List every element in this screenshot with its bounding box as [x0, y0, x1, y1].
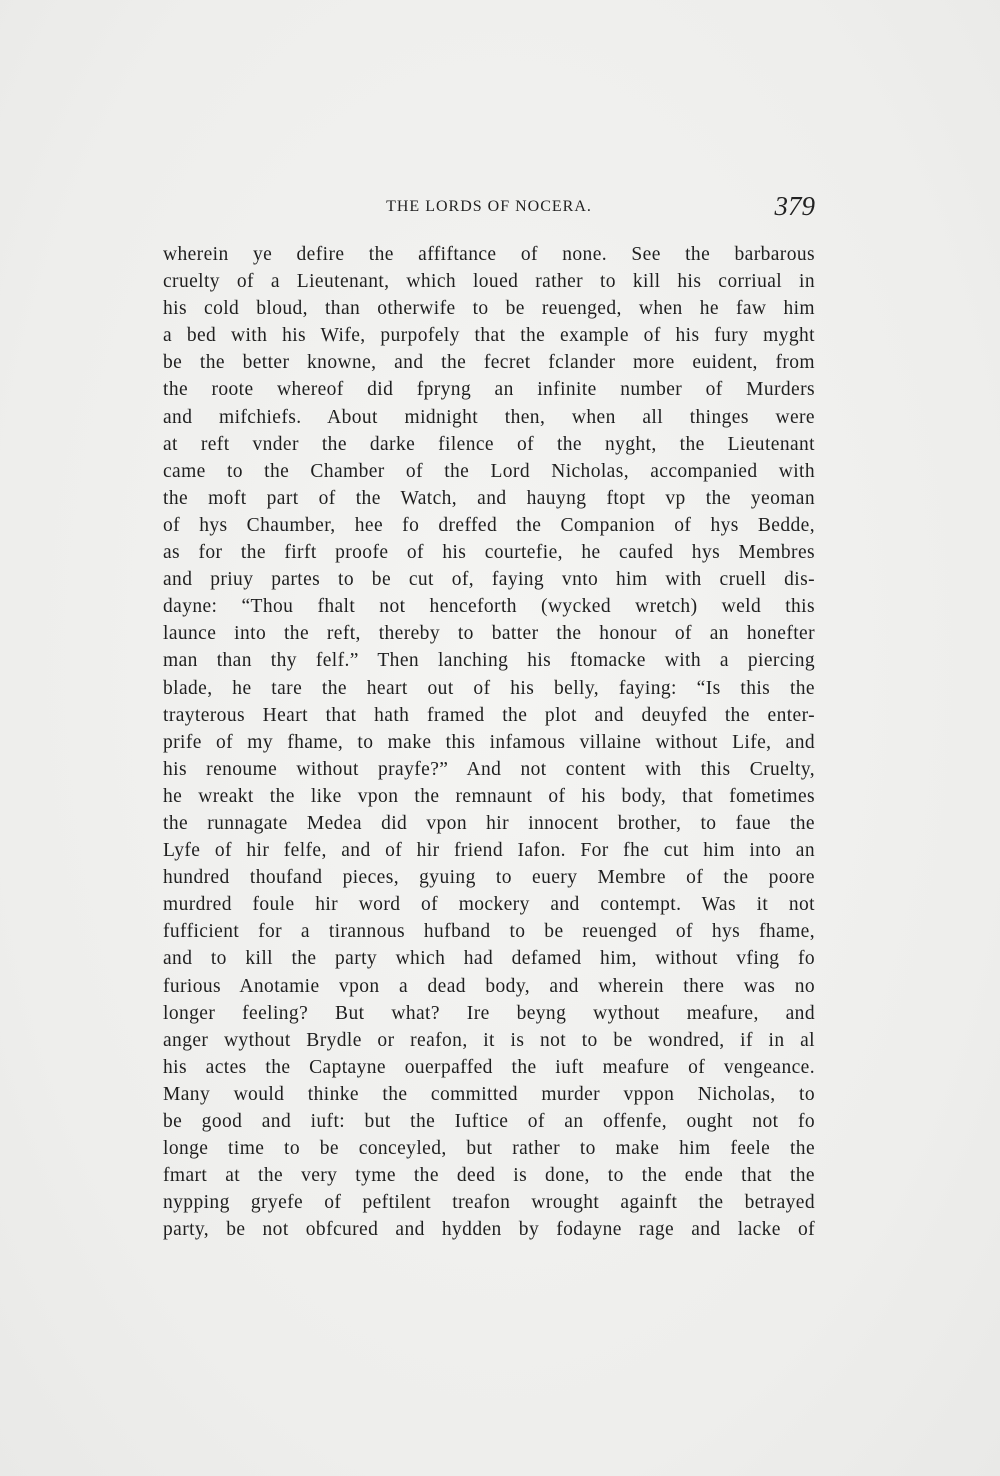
text-line: came to the Chamber of the Lord Nicholas, accompanied with [163, 460, 815, 482]
text-line: be good and iuft: but the Iuftice of an offenfe, ought not fo [163, 1111, 815, 1132]
text-line: he wreakt the like vpon the remnaunt of his body, that fometimes [163, 785, 815, 807]
text-line: launce into the reft, thereby to batter the honour of an honefter [163, 623, 815, 645]
text-line: and mifchiefs. About midnight then, when all thinges were [163, 406, 815, 428]
text-line: his actes the Captayne ouerpaffed the iuft meafure of vengeance. [163, 1056, 815, 1078]
text-line: furious Anotamie vpon a dead body, and wherein there was no [163, 975, 815, 997]
text-line: man than thy felf.” Then lanching his ftomacke with a piercing [163, 650, 815, 672]
text-line: a bed with his Wife, purpofely that the example of his fury myght [163, 325, 815, 347]
text-line: be the better knowne, and the fecret fclander more euident, from [163, 352, 815, 374]
running-head [163, 191, 815, 226]
text-line: hundred thoufand pieces, gyuing to euery Membre of the poore [163, 867, 815, 889]
text-line: trayterous Heart that hath framed the plot and deuyfed the enter- [163, 704, 815, 726]
text-line: fmart at the very tyme the deed is done, to the ende that the [163, 1165, 815, 1187]
text-line: anger wythout Brydle or reafon, it is not to be wondred, if in al [163, 1029, 815, 1051]
text-line: the runnagate Medea did vpon hir innocent brother, to faue the [163, 812, 815, 834]
text-line: nypping gryefe of peftilent treafon wrought againft the betrayed [163, 1192, 815, 1214]
body-text [163, 241, 815, 1243]
text-line: at reft vnder the darke filence of the nyght, the Lieutenant [163, 433, 815, 455]
page-number: 379 [774, 191, 815, 221]
text-line: murdred foule hir word of mockery and contempt. Was it not [163, 894, 815, 916]
text-line: the moft part of the Watch, and hauyng ftopt vp the yeoman [163, 487, 815, 509]
text-line: the roote whereof did fpryng an infinite number of Murders [163, 379, 815, 401]
text-line: cruelty of a Lieutenant, which loued rather to kill his corriual in [163, 271, 815, 293]
text-line: prife of my fhame, to make this infamous villaine without Life, and [163, 731, 815, 753]
text-line: Many would thinke the committed murder vppon Nicholas, to [163, 1083, 815, 1105]
text-line: wherein ye defire the affiftance of none. See the barbarous [163, 244, 815, 265]
text-line: blade, he tare the heart out of his belly, faying: “Is this the [163, 677, 815, 699]
text-line: longer feeling? But what? Ire beyng wythout meafure, and [163, 1002, 815, 1024]
text-line: longe time to be conceyled, but rather to make him feele the [163, 1138, 815, 1160]
text-line: his renoume without prayfe?” And not content with this Cruelty, [163, 758, 815, 780]
text-line: his cold bloud, than otherwife to be reuenged, when he faw him [163, 298, 815, 320]
text-line: dayne: “Thou fhalt not henceforth (wycked wretch) weld this [163, 596, 815, 618]
text-line: as for the firft proofe of his courtefie, he caufed hys Membres [163, 542, 815, 564]
text-line: and priuy partes to be cut of, faying vnto him with cruell dis- [163, 569, 815, 591]
text-line: party, be not obfcured and hydden by fodayne rage and lacke of [163, 1219, 815, 1241]
text-line: fufficient for a tirannous hufband to be reuenged of hys fhame, [163, 921, 815, 943]
text-line: and to kill the party which had defamed him, without vfing fo [163, 948, 815, 970]
running-title: THE LORDS OF NOCERA. [386, 198, 592, 215]
text-line: Lyfe of hir felfe, and of hir friend Iafon. For fhe cut him into an [163, 840, 815, 862]
text-line: of hys Chaumber, hee fo dreffed the Companion of hys Bedde, [163, 514, 815, 536]
